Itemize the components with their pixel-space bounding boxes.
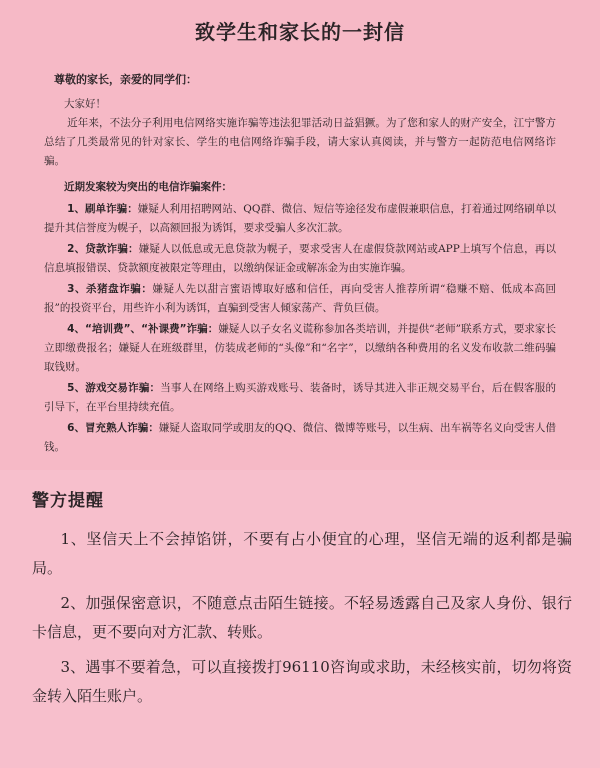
police-reminder-section: [32, 486, 572, 717]
case-text: 嫌疑人先以甜言蜜语博取好感和信任，再向受害人推荐所谓“稳赚不赔、低成本高回报”的投资平台，用些许小利为诱饵，直骗到受害人倾家荡产、背负巨债。: [44, 283, 556, 314]
case-key: 6、冒充熟人诈骗：: [67, 422, 159, 434]
cases-section-title: 近期发案较为突出的电信诈骗案件：: [64, 181, 232, 193]
case-key: 4、“培训费”、“补课费”诈骗：: [67, 323, 219, 335]
case-text: 嫌疑人利用招聘网站、QQ群、微信、短信等途径发布虚假兼职信息，打着通过网络刷单以提升其信誉度为幌子，以高额回报为诱饵，要求受骗人多次汇款。: [44, 203, 557, 234]
letter-title: 致学生和家长的一封信: [195, 20, 405, 44]
case-key: 5、游戏交易诈骗：: [67, 382, 161, 394]
police-tip: 3、遇事不要着急，可以直接拨打96110咨询或求助，未经核实前，切勿将资金转入陌生账户。: [32, 658, 572, 705]
case-text: 当事人在网络上购买游戏账号、装备时，诱导其进入非正规交易平台，后在假客服的引导下，在平台里持续充值。: [44, 382, 556, 413]
letter-greeting: 尊敬的家长，亲爱的同学们：: [54, 73, 197, 86]
case-text: 嫌疑人以子女名义谎称参加各类培训，并提供“老师”联系方式，要求家长立即缴费报名；嫌疑人在班级群里，仿装成老师的“头像”和“名字”，以缴纳各种费用的名义发布收款二维码骗取钱财。: [44, 323, 556, 373]
case-item: [44, 280, 556, 318]
case-item: [44, 200, 556, 238]
case-item: [44, 240, 556, 278]
case-item: [44, 379, 556, 417]
letter-intro: 近年来，不法分子利用电信网络实施诈骗等违法犯罪活动日益猖獗。为了您和家人的财产安全，江宁警方总结了几类最常见的针对家长、学生的电信网络诈骗手段，请大家认真阅读，并与警方一起防范电信网络诈骗。: [44, 117, 556, 167]
police-tip: 2、加强保密意识，不随意点击陌生链接。不轻易透露自己及家人身份、银行卡信息，更不要向对方汇款、转账。: [32, 594, 572, 641]
case-text: 嫌疑人以低息或无息贷款为幌子，要求受害人在虚假贷款网站或APP上填写个信息，再以信息填报错误、贷款额度被限定等理由，以缴纳保证金或解冻金为由实施诈骗。: [44, 243, 556, 274]
case-text: 嫌疑人盗取同学或朋友的QQ、微信、微博等账号，以生病、出车祸等名义向受害人借钱。: [44, 422, 556, 453]
case-item: [44, 320, 556, 377]
case-key: 1、刷单诈骗：: [67, 203, 138, 215]
police-reminder-title: 警方提醒: [32, 491, 104, 511]
case-key: 2、贷款诈骗：: [67, 243, 139, 255]
police-tip: 1、坚信天上不会掉馅饼，不要有占小便宜的心理，坚信无端的返利都是骗局。: [32, 530, 572, 577]
case-key: 3、杀猪盘诈骗：: [67, 283, 153, 295]
letter-hello: 大家好！: [64, 98, 106, 110]
case-item: [44, 419, 556, 457]
